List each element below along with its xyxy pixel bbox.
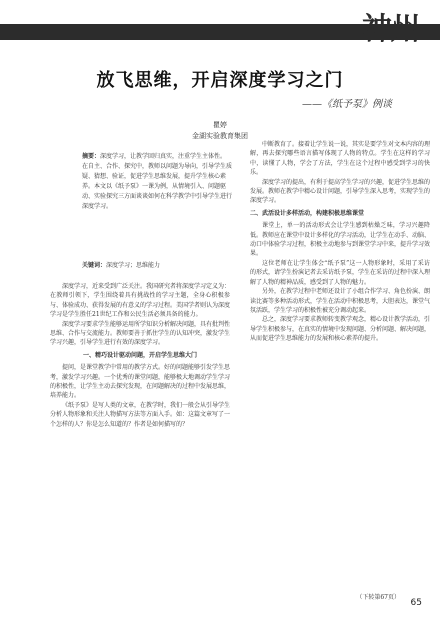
- body-paragraph: 深度学习，近来受到广泛关注。我国研究者将深度学习定义为：在教师引领下，学生围绕着具有挑战性的学习主题，全身心积极参与、体验成功、获得发展的有意义的学习过程。美国学者则认为深度学习是学生胜任21世纪工作和公民生活必须具备的能力。: [50, 283, 230, 319]
- keywords-text: 深度学习；思维能力: [106, 262, 161, 269]
- body-paragraph: 课堂上，单一的活动形式会让学生感到枯燥乏味，学习兴趣降低。教师应在课堂中设计多样化的学习活动，让学生在动手、动脑、动口中体验学习过程，积极主动地参与到课堂学习中来，提升学习效果。: [250, 222, 430, 258]
- abstract: [82, 152, 232, 212]
- body-paragraph: 深度学习的提出，有利于提高学生学习的兴趣，促进学生思维的发展。教师在教学中精心设计问题，引导学生深入思考，实现学生的深度学习。: [250, 178, 430, 205]
- body-paragraph: 提问，是课堂教学中常用的教学方式。好的问题能够引发学生思考，激发学习兴趣。一个优秀的课堂问题，能够极大地调动学生学习的积极性，让学生主动去探究发现，在问题解决的过程中发展思维，培养能力。: [50, 364, 230, 400]
- journal-logo: 神州: [362, 12, 418, 47]
- abstract-label: 摘要：: [82, 153, 101, 160]
- abstract-text: 深度学习，让教学回归真实，注重学生主体性。在自主、合作、探究中，教师以问题为导向，引导学生质疑、猜想、验证，促进学生思维发展，提升学生核心素养。本文以《纸予泵》一课为例，从情境引入、问题驱动、实验探究三方面谈谈如何在科学教学中引导学生进行深度学习。: [82, 153, 233, 210]
- article-subtitle: ——《纸予泵》例谈: [302, 99, 392, 110]
- page-header: [0, 0, 440, 62]
- body-paragraph: 这位老师在让学生体会“纸予泵”这一人物形象时，采用了采访的形式，请学生扮演记者去采访纸予泵，学生在采访的过程中深入理解了人物的精神品质，感受到了人物的魅力。: [250, 259, 430, 286]
- article-title: 放飞思维，开启深度学习之门: [96, 70, 344, 91]
- body-paragraph: 《纸予泵》是写人类的文章，在教学时，我们一般会从引导学生分析人物形象和关注人物描写方法等方面入手。如：这篇文章写了一个怎样的人？你是怎么知道的？作者是如何描写的？: [50, 401, 230, 428]
- section-heading: 二、武活设计多样活动，构建积极思维课堂: [250, 209, 365, 217]
- section-label: 神州教育: [170, 52, 211, 62]
- body-left-column: [50, 282, 230, 594]
- body-right-column: [250, 140, 430, 594]
- page-number: 65: [410, 598, 422, 608]
- body-paragraph: 深度学习要求学生能够运用所学知识分析解决问题，具有批判性思维、合作与交流能力。教师要善于抓住学生的认知冲突，激发学生学习兴趣，引导学生进行有效的深度学习。: [50, 320, 230, 347]
- body-paragraph: 中断教育了。接着让学生说一说，其实是要学生对文本内容的理解，再去探究哪些语言描写体现了人物的特点。学生在这样的学习中，读懂了人物，学会了方法，学生在这个过程中感受到学习的快乐。: [250, 141, 430, 177]
- author-name: 瞿婷: [213, 121, 227, 129]
- author-organization: 金湖实验教育集团: [192, 132, 248, 140]
- body-paragraph: 另外，在教学过程中老师还设计了小组合作学习、角色扮演、朗读比赛等多种活动形式，学生在活动中积极思考，大胆表达，课堂气氛活跃，学生学习的积极性被充分调动起来。: [250, 288, 430, 314]
- keywords-label: 关键词：: [82, 262, 107, 269]
- keywords: [82, 260, 232, 269]
- continuation-note: （下转第67页）: [356, 594, 400, 601]
- body-paragraph: 总之，深度学习要求教师转变教学观念，精心设计教学活动，引导学生积极参与，在真实的情境中发现问题、分析问题、解决问题，从而促进学生思维能力的发展和核心素养的提升。: [250, 316, 430, 343]
- section-heading: 一、精巧设计驱动问题，开启学生思维大门: [82, 351, 197, 359]
